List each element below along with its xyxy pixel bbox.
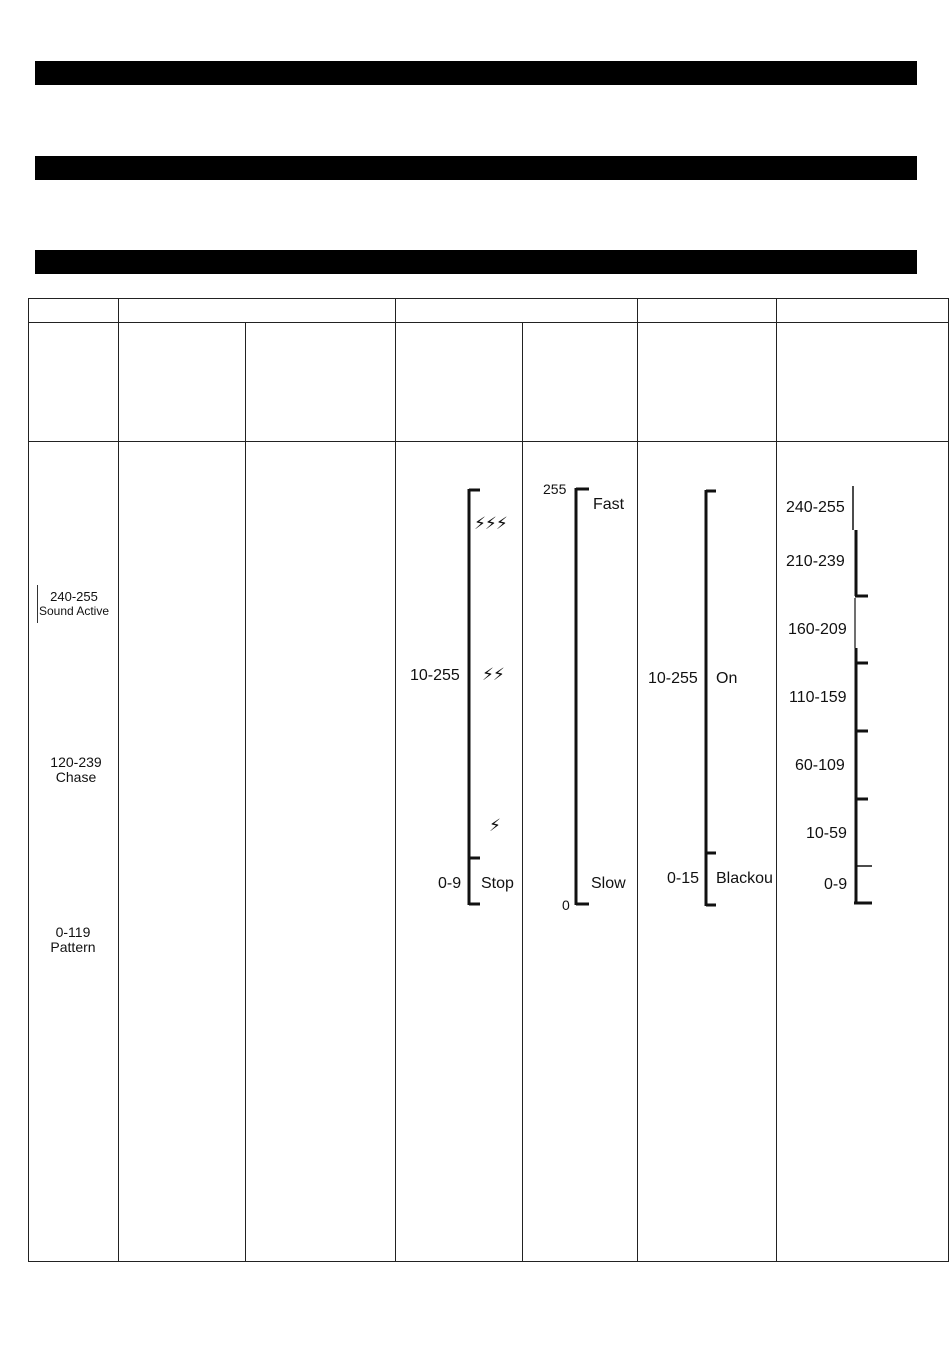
step-range-60-109: 60-109 xyxy=(795,757,845,774)
table-grid-lines xyxy=(28,298,949,1262)
mode-range: 240-255 xyxy=(50,589,98,604)
strobe-stop-label: Stop xyxy=(481,875,514,892)
mode-range: 0-119 xyxy=(55,924,91,940)
speed-slow-label: Slow xyxy=(591,875,626,892)
mode-label: Chase xyxy=(55,769,97,785)
mode-label: Sound Active xyxy=(38,604,110,618)
dimmer-on-label: On xyxy=(716,670,738,687)
strobe-fast-bolt-icon: ⚡⚡⚡ xyxy=(474,514,507,534)
strobe-slow-bolt-icon: ⚡ xyxy=(489,816,500,836)
step-range-10-59: 10-59 xyxy=(806,825,847,842)
strobe-scale-bracket xyxy=(469,489,480,905)
step-range-160-209: 160-209 xyxy=(788,621,847,638)
step-scale-bracket xyxy=(853,486,872,903)
dimmer-off-range: 0-15 xyxy=(667,870,700,887)
dimmer-scale-bracket xyxy=(706,490,716,906)
mode-label: Pattern xyxy=(50,939,96,955)
dimmer-on-range: 10-255 xyxy=(648,670,698,687)
dimmer-off-label: Blackou xyxy=(716,870,773,887)
step-range-240-255: 240-255 xyxy=(786,499,845,516)
mode-pattern xyxy=(33,925,113,955)
step-range-110-159: 110-159 xyxy=(789,689,847,706)
strobe-stop-range: 0-9 xyxy=(438,875,462,892)
step-range-210-239: 210-239 xyxy=(786,553,845,570)
mode-sound-active xyxy=(34,589,114,619)
mode-chase xyxy=(36,755,116,785)
strobe-on-range: 10-255 xyxy=(410,667,460,684)
step-range-0-9: 0-9 xyxy=(824,876,848,893)
speed-min-value: 0 xyxy=(562,897,570,913)
speed-max-value: 255 xyxy=(543,481,567,497)
strobe-mid-bolt-icon: ⚡⚡ xyxy=(482,665,504,685)
speed-scale-bracket xyxy=(576,488,589,905)
speed-fast-label: Fast xyxy=(593,496,625,513)
mode-range: 120-239 xyxy=(50,754,102,770)
